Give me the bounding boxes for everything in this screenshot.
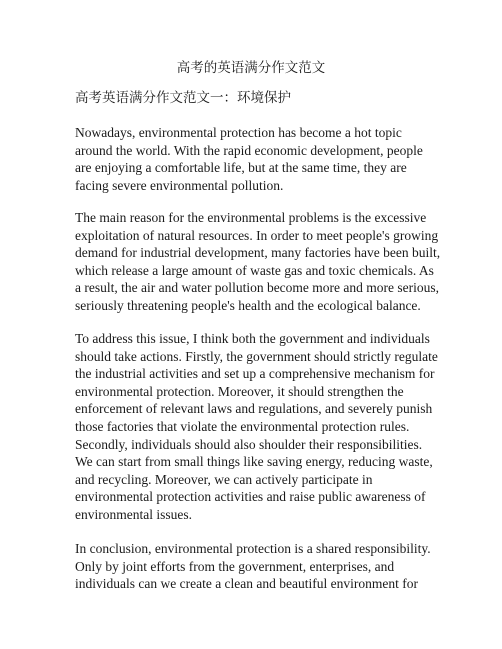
paragraph-line: exploitation of natural resources. In order to meet people's growing — [75, 227, 439, 243]
paragraph-1 — [75, 124, 435, 194]
paragraph-line: enforcement of relevant laws and regulations, and severely punish — [75, 401, 433, 417]
paragraph-line: facing severe environmental pollution. — [75, 177, 284, 193]
paragraph-line: the industrial activities and set up a comprehensive mechanism for — [75, 366, 435, 382]
paragraph-line: seriously threatening people's health and the ecological balance. — [75, 297, 421, 313]
paragraph-line: We can start from small things like saving energy, reducing waste, — [75, 454, 433, 470]
paragraph-line: Only by joint efforts from the government, enterprises, and — [75, 558, 395, 574]
paragraph-line: Secondly, individuals should also shoulder their responsibilities. — [75, 436, 423, 452]
paragraph-line: are enjoying a comfortable life, but at the same time, they are — [75, 160, 407, 176]
paragraph-line: The main reason for the environmental problems is the excessive — [75, 210, 427, 225]
paragraph-line: and recycling. Moreover, we can actively participate in — [75, 471, 373, 487]
paragraph-2 — [75, 209, 441, 315]
paragraph-line: those factories that violate the environmental protection rules. — [75, 418, 410, 434]
paragraph-line: environmental protection activities and raise public awareness of — [75, 489, 426, 505]
paragraph-line: environmental protection. Moreover, it should strengthen the — [75, 383, 404, 399]
paragraph-line: around the world. With the rapid economic development, people — [75, 142, 423, 158]
paragraph-line: a result, the air and water pollution become more and more serious, — [75, 280, 440, 296]
paragraph-line: In conclusion, environmental protection is a shared responsibility. — [75, 541, 431, 556]
document-title: 高考的英语满分作文范文 — [176, 60, 326, 75]
paragraph-line: demand for industrial development, many factories have been built, — [75, 245, 441, 261]
paragraph-line: which release a large amount of waste gas and toxic chemicals. As — [75, 262, 434, 278]
essay-subtitle: 高考英语满分作文范文一：环境保护 — [75, 90, 291, 105]
paragraph-line: environmental issues. — [75, 506, 192, 522]
paragraph-4 — [75, 540, 435, 593]
paragraph-3 — [75, 330, 438, 524]
paragraph-line: To address this issue, I think both the government and individuals — [75, 331, 430, 346]
paragraph-line: Nowadays, environmental protection has become a hot topic — [75, 125, 402, 140]
paragraph-line: should take actions. Firstly, the government should strictly regulate — [75, 348, 438, 364]
paragraph-line: individuals can we create a clean and beautiful environment for — [75, 576, 418, 592]
